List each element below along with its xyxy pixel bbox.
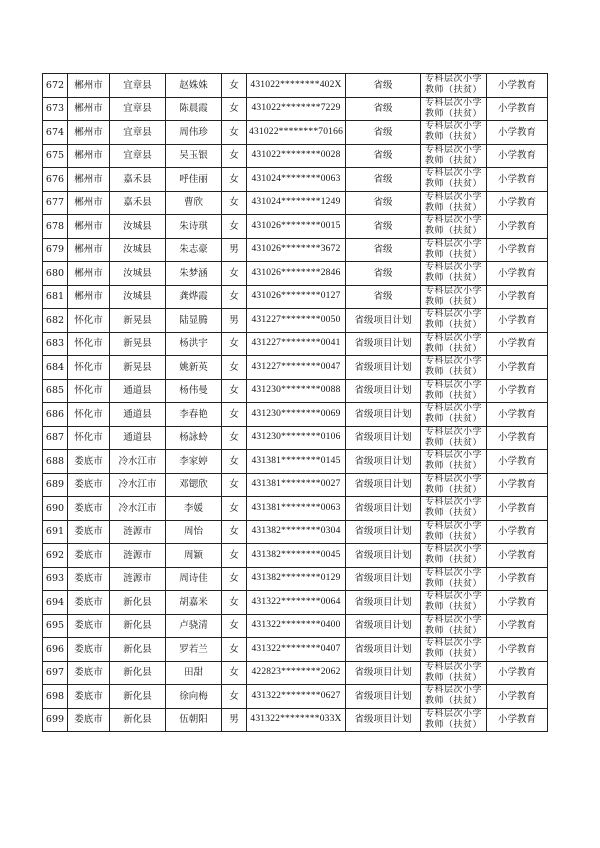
cell-id-number: 431322********0400 — [247, 614, 346, 638]
cell-number: 696 — [43, 638, 68, 662]
cell-category: 专科层次小学教师（扶贫） — [421, 497, 487, 521]
cell-subject: 小学教育 — [487, 262, 548, 286]
cell-id-number: 431022********70166 — [247, 121, 346, 145]
table-row — [43, 685, 548, 709]
cell-gender: 女 — [222, 638, 247, 662]
cell-number: 681 — [43, 285, 68, 309]
cell-county: 宜章县 — [110, 121, 166, 145]
cell-level: 省级项目计划 — [346, 567, 421, 591]
cell-gender: 女 — [222, 215, 247, 239]
cell-name: 田甜 — [166, 661, 222, 685]
cell-level: 省级项目计划 — [346, 638, 421, 662]
cell-category: 专科层次小学教师（扶贫） — [421, 591, 487, 615]
cell-city: 郴州市 — [68, 144, 110, 168]
cell-category: 专科层次小学教师（扶贫） — [421, 473, 487, 497]
cell-city: 郴州市 — [68, 262, 110, 286]
cell-level: 省级项目计划 — [346, 332, 421, 356]
cell-level: 省级项目计划 — [346, 544, 421, 568]
cell-county: 新化县 — [110, 708, 166, 732]
cell-gender: 女 — [222, 356, 247, 380]
cell-name: 周伟珍 — [166, 121, 222, 145]
cell-gender: 男 — [222, 238, 247, 262]
cell-city: 怀化市 — [68, 379, 110, 403]
cell-number: 689 — [43, 473, 68, 497]
cell-subject: 小学教育 — [487, 520, 548, 544]
cell-name: 朱志豪 — [166, 238, 222, 262]
cell-level: 省级项目计划 — [346, 309, 421, 333]
cell-category: 专科层次小学教师（扶贫） — [421, 144, 487, 168]
cell-county: 涟源市 — [110, 544, 166, 568]
cell-name: 姚新英 — [166, 356, 222, 380]
cell-id-number: 431227********0050 — [247, 309, 346, 333]
cell-number: 675 — [43, 144, 68, 168]
cell-county: 冷水江市 — [110, 450, 166, 474]
cell-level: 省级项目计划 — [346, 520, 421, 544]
cell-gender: 女 — [222, 685, 247, 709]
cell-county: 新晃县 — [110, 309, 166, 333]
cell-city: 娄底市 — [68, 685, 110, 709]
cell-number: 697 — [43, 661, 68, 685]
cell-category: 专科层次小学教师（扶贫） — [421, 285, 487, 309]
cell-id-number: 422823********2062 — [247, 661, 346, 685]
cell-level: 省级 — [346, 215, 421, 239]
cell-number: 677 — [43, 191, 68, 215]
cell-level: 省级 — [346, 285, 421, 309]
cell-number: 691 — [43, 520, 68, 544]
table-row — [43, 497, 548, 521]
cell-category: 专科层次小学教师（扶贫） — [421, 614, 487, 638]
cell-category: 专科层次小学教师（扶贫） — [421, 403, 487, 427]
cell-category: 专科层次小学教师（扶贫） — [421, 332, 487, 356]
cell-city: 郴州市 — [68, 97, 110, 121]
cell-category: 专科层次小学教师（扶贫） — [421, 238, 487, 262]
roster-body — [43, 74, 548, 732]
cell-level: 省级 — [346, 97, 421, 121]
cell-city: 郴州市 — [68, 168, 110, 192]
cell-gender: 女 — [222, 567, 247, 591]
cell-gender: 女 — [222, 191, 247, 215]
table-row — [43, 168, 548, 192]
cell-category: 专科层次小学教师（扶贫） — [421, 426, 487, 450]
table-row — [43, 544, 548, 568]
cell-id-number: 431230********0088 — [247, 379, 346, 403]
cell-category: 专科层次小学教师（扶贫） — [421, 544, 487, 568]
cell-id-number: 431382********0129 — [247, 567, 346, 591]
table-row — [43, 473, 548, 497]
cell-category: 专科层次小学教师（扶贫） — [421, 638, 487, 662]
cell-gender: 女 — [222, 144, 247, 168]
cell-level: 省级项目计划 — [346, 473, 421, 497]
cell-id-number: 431026********0127 — [247, 285, 346, 309]
cell-city: 怀化市 — [68, 426, 110, 450]
cell-id-number: 431227********0047 — [247, 356, 346, 380]
cell-id-number: 431322********0064 — [247, 591, 346, 615]
cell-county: 宜章县 — [110, 74, 166, 98]
cell-city: 娄底市 — [68, 544, 110, 568]
cell-level: 省级项目计划 — [346, 403, 421, 427]
cell-city: 郴州市 — [68, 238, 110, 262]
cell-subject: 小学教育 — [487, 285, 548, 309]
cell-subject: 小学教育 — [487, 97, 548, 121]
cell-level: 省级项目计划 — [346, 356, 421, 380]
cell-subject: 小学教育 — [487, 685, 548, 709]
cell-county: 汝城县 — [110, 215, 166, 239]
cell-subject: 小学教育 — [487, 356, 548, 380]
cell-city: 娄底市 — [68, 450, 110, 474]
cell-subject: 小学教育 — [487, 473, 548, 497]
cell-city: 怀化市 — [68, 403, 110, 427]
cell-name: 杨洪宇 — [166, 332, 222, 356]
cell-city: 郴州市 — [68, 215, 110, 239]
cell-id-number: 431022********7229 — [247, 97, 346, 121]
cell-county: 新晃县 — [110, 356, 166, 380]
cell-subject: 小学教育 — [487, 74, 548, 98]
cell-gender: 女 — [222, 450, 247, 474]
cell-name: 杨詠蛉 — [166, 426, 222, 450]
cell-number: 692 — [43, 544, 68, 568]
cell-county: 通道县 — [110, 379, 166, 403]
roster-table — [42, 73, 548, 732]
cell-gender: 女 — [222, 121, 247, 145]
cell-subject: 小学教育 — [487, 215, 548, 239]
cell-city: 怀化市 — [68, 332, 110, 356]
cell-name: 朱诗琪 — [166, 215, 222, 239]
table-row — [43, 238, 548, 262]
cell-city: 娄底市 — [68, 567, 110, 591]
cell-subject: 小学教育 — [487, 191, 548, 215]
cell-city: 娄底市 — [68, 638, 110, 662]
table-row — [43, 403, 548, 427]
cell-name: 陆显腾 — [166, 309, 222, 333]
cell-number: 680 — [43, 262, 68, 286]
cell-number: 679 — [43, 238, 68, 262]
cell-name: 赵姝姝 — [166, 74, 222, 98]
cell-category: 专科层次小学教师（扶贫） — [421, 309, 487, 333]
table-row — [43, 74, 548, 98]
cell-subject: 小学教育 — [487, 238, 548, 262]
cell-number: 684 — [43, 356, 68, 380]
cell-subject: 小学教育 — [487, 168, 548, 192]
cell-name: 周颖 — [166, 544, 222, 568]
cell-city: 娄底市 — [68, 708, 110, 732]
cell-city: 怀化市 — [68, 309, 110, 333]
cell-level: 省级项目计划 — [346, 708, 421, 732]
table-row — [43, 356, 548, 380]
cell-id-number: 431381********0027 — [247, 473, 346, 497]
cell-category: 专科层次小学教师（扶贫） — [421, 97, 487, 121]
cell-subject: 小学教育 — [487, 544, 548, 568]
cell-id-number: 431322********033X — [247, 708, 346, 732]
cell-id-number: 431026********3672 — [247, 238, 346, 262]
cell-number: 678 — [43, 215, 68, 239]
cell-id-number: 431322********0407 — [247, 638, 346, 662]
cell-gender: 女 — [222, 74, 247, 98]
cell-category: 专科层次小学教师（扶贫） — [421, 215, 487, 239]
cell-subject: 小学教育 — [487, 403, 548, 427]
cell-subject: 小学教育 — [487, 379, 548, 403]
cell-gender: 男 — [222, 708, 247, 732]
cell-county: 新晃县 — [110, 332, 166, 356]
cell-county: 新化县 — [110, 661, 166, 685]
cell-name: 胡嘉米 — [166, 591, 222, 615]
cell-category: 专科层次小学教师（扶贫） — [421, 121, 487, 145]
cell-gender: 女 — [222, 591, 247, 615]
cell-name: 周怡 — [166, 520, 222, 544]
cell-number: 676 — [43, 168, 68, 192]
cell-number: 693 — [43, 567, 68, 591]
cell-name: 李春艳 — [166, 403, 222, 427]
cell-category: 专科层次小学教师（扶贫） — [421, 191, 487, 215]
cell-category: 专科层次小学教师（扶贫） — [421, 168, 487, 192]
cell-name: 罗若兰 — [166, 638, 222, 662]
cell-gender: 女 — [222, 285, 247, 309]
cell-county: 新化县 — [110, 614, 166, 638]
cell-county: 汝城县 — [110, 285, 166, 309]
cell-id-number: 431381********0063 — [247, 497, 346, 521]
cell-gender: 女 — [222, 403, 247, 427]
cell-id-number: 431382********0304 — [247, 520, 346, 544]
table-row — [43, 121, 548, 145]
cell-county: 嘉禾县 — [110, 168, 166, 192]
cell-city: 娄底市 — [68, 473, 110, 497]
cell-subject: 小学教育 — [487, 332, 548, 356]
cell-name: 卢骁清 — [166, 614, 222, 638]
cell-city: 郴州市 — [68, 121, 110, 145]
cell-name: 呼佳丽 — [166, 168, 222, 192]
cell-level: 省级 — [346, 168, 421, 192]
cell-county: 宜章县 — [110, 144, 166, 168]
cell-level: 省级项目计划 — [346, 450, 421, 474]
cell-name: 周诗佳 — [166, 567, 222, 591]
cell-category: 专科层次小学教师（扶贫） — [421, 356, 487, 380]
cell-level: 省级项目计划 — [346, 497, 421, 521]
cell-county: 嘉禾县 — [110, 191, 166, 215]
cell-number: 695 — [43, 614, 68, 638]
cell-level: 省级项目计划 — [346, 591, 421, 615]
table-row — [43, 215, 548, 239]
cell-id-number: 431230********0069 — [247, 403, 346, 427]
cell-level: 省级项目计划 — [346, 426, 421, 450]
cell-city: 娄底市 — [68, 497, 110, 521]
table-row — [43, 191, 548, 215]
cell-number: 683 — [43, 332, 68, 356]
table-row — [43, 591, 548, 615]
cell-level: 省级项目计划 — [346, 685, 421, 709]
cell-gender: 女 — [222, 262, 247, 286]
cell-subject: 小学教育 — [487, 638, 548, 662]
cell-id-number: 431026********2846 — [247, 262, 346, 286]
cell-subject: 小学教育 — [487, 708, 548, 732]
cell-number: 690 — [43, 497, 68, 521]
cell-id-number: 431024********0063 — [247, 168, 346, 192]
cell-number: 694 — [43, 591, 68, 615]
cell-name: 徐向梅 — [166, 685, 222, 709]
cell-name: 朱梦涵 — [166, 262, 222, 286]
cell-county: 新化县 — [110, 591, 166, 615]
cell-number: 673 — [43, 97, 68, 121]
cell-county: 汝城县 — [110, 238, 166, 262]
cell-level: 省级 — [346, 191, 421, 215]
cell-id-number: 431382********0045 — [247, 544, 346, 568]
cell-category: 专科层次小学教师（扶贫） — [421, 708, 487, 732]
table-row — [43, 426, 548, 450]
cell-number: 687 — [43, 426, 68, 450]
table-row — [43, 661, 548, 685]
cell-level: 省级 — [346, 74, 421, 98]
cell-id-number: 431227********0041 — [247, 332, 346, 356]
cell-gender: 女 — [222, 97, 247, 121]
cell-county: 通道县 — [110, 403, 166, 427]
cell-category: 专科层次小学教师（扶贫） — [421, 567, 487, 591]
cell-level: 省级 — [346, 144, 421, 168]
cell-subject: 小学教育 — [487, 591, 548, 615]
cell-level: 省级项目计划 — [346, 379, 421, 403]
table-row — [43, 379, 548, 403]
cell-subject: 小学教育 — [487, 426, 548, 450]
cell-name: 邓锶欣 — [166, 473, 222, 497]
cell-category: 专科层次小学教师（扶贫） — [421, 685, 487, 709]
cell-subject: 小学教育 — [487, 450, 548, 474]
cell-city: 娄底市 — [68, 591, 110, 615]
cell-county: 涟源市 — [110, 520, 166, 544]
cell-gender: 女 — [222, 614, 247, 638]
cell-number: 685 — [43, 379, 68, 403]
cell-gender: 女 — [222, 473, 247, 497]
cell-city: 怀化市 — [68, 356, 110, 380]
cell-name: 龚烨霞 — [166, 285, 222, 309]
cell-number: 686 — [43, 403, 68, 427]
cell-level: 省级 — [346, 238, 421, 262]
table-row — [43, 708, 548, 732]
cell-name: 杨伟曼 — [166, 379, 222, 403]
cell-category: 专科层次小学教师（扶贫） — [421, 661, 487, 685]
cell-subject: 小学教育 — [487, 309, 548, 333]
cell-gender: 女 — [222, 426, 247, 450]
cell-category: 专科层次小学教师（扶贫） — [421, 379, 487, 403]
cell-subject: 小学教育 — [487, 567, 548, 591]
cell-gender: 女 — [222, 520, 247, 544]
cell-id-number: 431022********0028 — [247, 144, 346, 168]
cell-level: 省级 — [346, 121, 421, 145]
cell-subject: 小学教育 — [487, 497, 548, 521]
cell-gender: 女 — [222, 379, 247, 403]
cell-city: 郴州市 — [68, 285, 110, 309]
table-row — [43, 309, 548, 333]
cell-id-number: 431022********402X — [247, 74, 346, 98]
cell-county: 冷水江市 — [110, 473, 166, 497]
cell-city: 娄底市 — [68, 661, 110, 685]
cell-county: 涟源市 — [110, 567, 166, 591]
cell-number: 674 — [43, 121, 68, 145]
cell-city: 郴州市 — [68, 74, 110, 98]
cell-category: 专科层次小学教师（扶贫） — [421, 74, 487, 98]
cell-gender: 女 — [222, 544, 247, 568]
cell-city: 娄底市 — [68, 520, 110, 544]
cell-name: 李媛 — [166, 497, 222, 521]
cell-subject: 小学教育 — [487, 144, 548, 168]
cell-id-number: 431230********0106 — [247, 426, 346, 450]
cell-level: 省级项目计划 — [346, 614, 421, 638]
cell-name: 陈晨霞 — [166, 97, 222, 121]
cell-number: 698 — [43, 685, 68, 709]
cell-number: 682 — [43, 309, 68, 333]
cell-gender: 男 — [222, 309, 247, 333]
table-row — [43, 332, 548, 356]
cell-category: 专科层次小学教师（扶贫） — [421, 520, 487, 544]
cell-subject: 小学教育 — [487, 661, 548, 685]
cell-id-number: 431024********1249 — [247, 191, 346, 215]
cell-number: 688 — [43, 450, 68, 474]
table-row — [43, 262, 548, 286]
cell-county: 宜章县 — [110, 97, 166, 121]
table-row — [43, 638, 548, 662]
cell-id-number: 431381********0145 — [247, 450, 346, 474]
cell-gender: 女 — [222, 661, 247, 685]
cell-name: 李家婷 — [166, 450, 222, 474]
cell-id-number: 431026********0015 — [247, 215, 346, 239]
table-row — [43, 144, 548, 168]
table-row — [43, 285, 548, 309]
cell-county: 新化县 — [110, 685, 166, 709]
cell-level: 省级 — [346, 262, 421, 286]
cell-number: 672 — [43, 74, 68, 98]
cell-name: 吴玉银 — [166, 144, 222, 168]
cell-category: 专科层次小学教师（扶贫） — [421, 262, 487, 286]
cell-category: 专科层次小学教师（扶贫） — [421, 450, 487, 474]
cell-name: 曹欣 — [166, 191, 222, 215]
cell-level: 省级项目计划 — [346, 661, 421, 685]
cell-gender: 女 — [222, 497, 247, 521]
cell-gender: 女 — [222, 332, 247, 356]
cell-county: 新化县 — [110, 638, 166, 662]
table-row — [43, 567, 548, 591]
cell-county: 汝城县 — [110, 262, 166, 286]
cell-subject: 小学教育 — [487, 121, 548, 145]
cell-id-number: 431322********0627 — [247, 685, 346, 709]
cell-name: 伍朝阳 — [166, 708, 222, 732]
cell-county: 冷水江市 — [110, 497, 166, 521]
table-row — [43, 450, 548, 474]
table-row — [43, 520, 548, 544]
table-row — [43, 97, 548, 121]
cell-gender: 女 — [222, 168, 247, 192]
cell-number: 699 — [43, 708, 68, 732]
cell-city: 郴州市 — [68, 191, 110, 215]
table-row — [43, 614, 548, 638]
cell-county: 通道县 — [110, 426, 166, 450]
cell-city: 娄底市 — [68, 614, 110, 638]
cell-subject: 小学教育 — [487, 614, 548, 638]
